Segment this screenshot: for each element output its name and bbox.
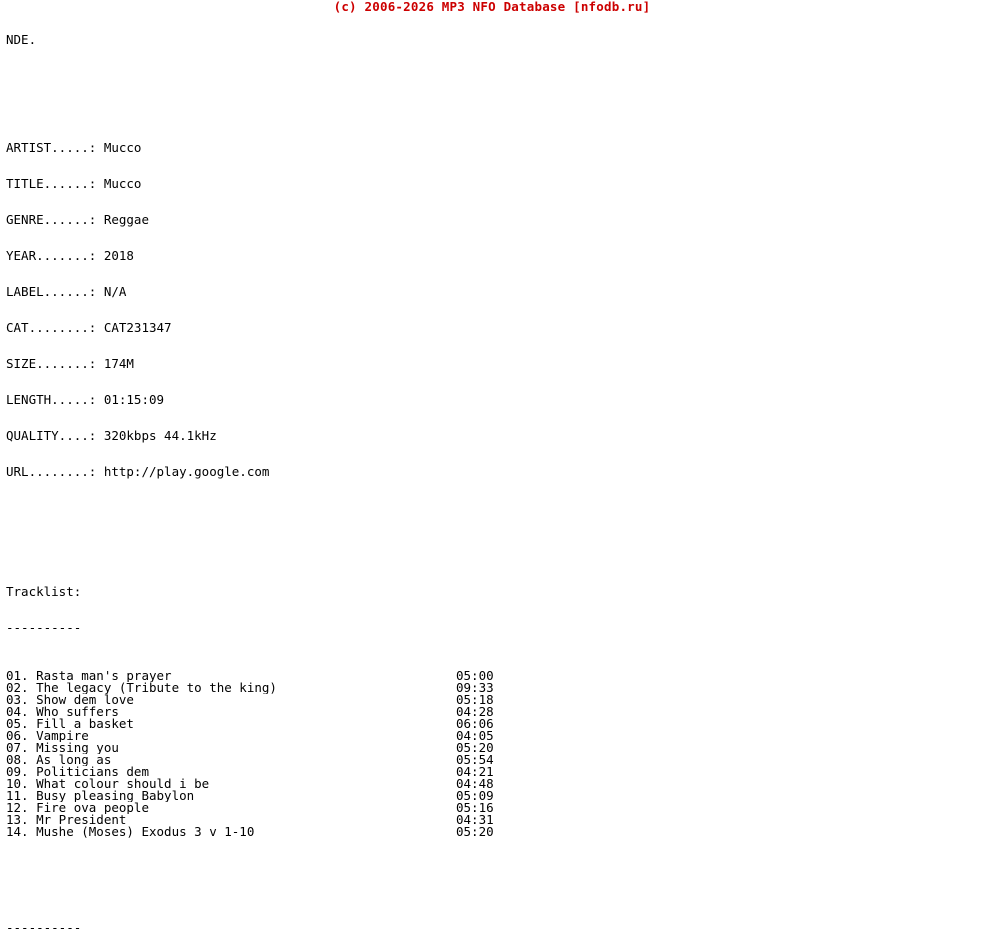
nfo-body [6,10,494,946]
field-size [6,358,494,370]
field-length [6,394,494,406]
track-duration: 04:31 [456,812,494,827]
track-row [6,694,494,706]
track-duration: 05:00 [456,668,494,683]
divider-top: ---------- [6,620,82,635]
field-cat-text: CAT........: CAT231347 [6,320,172,335]
track-row [6,802,494,814]
track-duration: 05:54 [456,752,494,767]
track-row [6,826,494,838]
track-row [6,814,494,826]
track-title: 02. The legacy (Tribute to the king) [6,682,277,694]
track-duration: 05:20 [456,824,494,839]
track-row [6,730,494,742]
field-label-text: LABEL......: N/A [6,284,127,299]
track-row [6,766,494,778]
site-copyright-header: (c) 2006-2026 MP3 NFO Database [nfodb.ru] [333,0,651,14]
field-year [6,250,494,262]
field-title [6,178,494,190]
field-genre [6,214,494,226]
field-artist-text: ARTIST.....: Mucco [6,140,142,155]
track-row [6,742,494,754]
field-title-text: TITLE......: Mucco [6,176,142,191]
track-title: 12. Fire ova people [6,802,149,814]
track-title: 01. Rasta man's prayer [6,670,172,682]
track-title: 04. Who suffers [6,706,119,718]
track-title: 07. Missing you [6,742,119,754]
track-title: 05. Fill a basket [6,718,134,730]
track-title: 13. Mr President [6,814,127,826]
track-title: 10. What colour should i be [6,778,210,790]
spacer [6,70,494,106]
field-length-text: LENGTH.....: 01:15:09 [6,392,165,407]
field-cat [6,322,494,334]
track-duration: 04:48 [456,776,494,791]
field-url [6,466,494,478]
track-title: 09. Politicians dem [6,766,149,778]
field-size-text: SIZE.......: 174M [6,356,134,371]
track-duration: 05:16 [456,800,494,815]
track-duration: 04:05 [456,728,494,743]
track-title: 06. Vampire [6,730,89,742]
nfo-top-text: NDE. [6,32,37,47]
spacer [6,514,494,550]
track-duration: 04:21 [456,764,494,779]
track-duration: 09:33 [456,680,494,695]
tracklist [6,670,494,838]
track-row [6,790,494,802]
track-duration: 04:28 [456,704,494,719]
field-artist [6,142,494,154]
track-row [6,706,494,718]
track-title: 03. Show dem love [6,694,134,706]
track-duration: 05:18 [456,692,494,707]
field-genre-text: GENRE......: Reggae [6,212,149,227]
field-label [6,286,494,298]
track-duration: 05:09 [456,788,494,803]
field-quality [6,430,494,442]
track-row [6,682,494,694]
track-row [6,670,494,682]
track-row [6,754,494,766]
field-year-text: YEAR.......: 2018 [6,248,134,263]
track-duration: 05:20 [456,740,494,755]
track-title: 08. As long as [6,754,112,766]
divider-bottom: ---------- [6,920,82,935]
field-url-text: URL........: http://play.google.com [6,464,270,479]
track-row [6,778,494,790]
tracklist-heading: Tracklist: [6,584,82,599]
track-title: 14. Mushe (Moses) Exodus 3 v 1-10 [6,826,255,838]
track-duration: 06:06 [456,716,494,731]
track-row [6,718,494,730]
track-title: 11. Busy pleasing Babylon [6,790,195,802]
field-quality-text: QUALITY....: 320kbps 44.1kHz [6,428,217,443]
spacer [6,874,494,898]
